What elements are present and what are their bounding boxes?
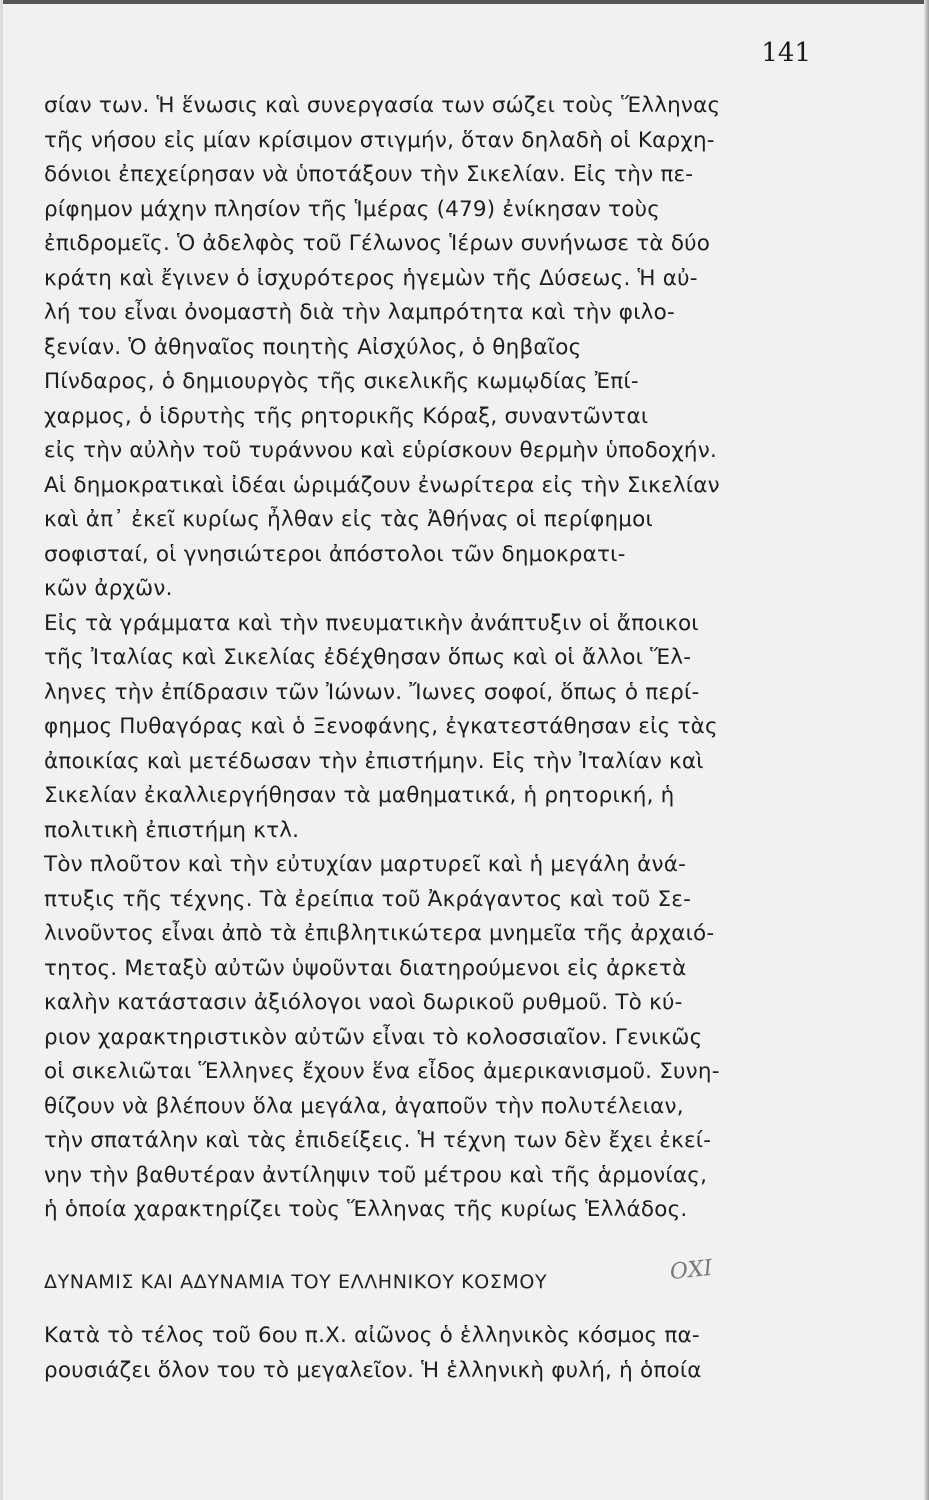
text-line: ρουσιάζει ὅλον του τὸ μεγαλεῖον. Ἡ ἑλληνικὴ φυλή, ἡ ὁποία: [44, 1357, 702, 1383]
handwritten-margin-note: ΟΧΙ: [668, 1255, 714, 1286]
text-line: οἱ σικελιῶται Ἕλληνες ἔχουν ἕνα εἶδος ἀμερικανισμοῦ. Συνη-: [44, 1059, 720, 1084]
text-line: Αἱ δημοκρατικαὶ ἰδέαι ὡριμάζουν ἐνωρίτερα εἰς τὴν Σικελίαν: [44, 472, 720, 498]
text-line: σίαν των. Ἡ ἕνωσις καὶ συνεργασία των σώζει τοὺς Ἕλληνας: [44, 93, 721, 118]
text-line: λή του εἶναι ὀνομαστὴ διὰ τὴν λαμπρότητα καὶ τὴν φιλο-: [44, 300, 675, 325]
text-line: Πίνδαρος, ὁ δημιουργὸς τῆς σικελικῆς κωμῳδίας Ἐπί-: [44, 369, 639, 394]
text-line: Τὸν πλοῦτον καὶ τὴν εὐτυχίαν μαρτυρεῖ καὶ ἡ μεγάλη ἀνά-: [44, 852, 687, 877]
text-line: καλὴν κατάστασιν ἀξιόλογοι ναοὶ δωρικοῦ ρυθμοῦ. Τὸ κύ-: [44, 990, 683, 1015]
page-right-edge: [924, 0, 929, 1500]
text-line: πολιτικὴ ἐπιστήμη κτλ.: [44, 817, 300, 843]
text-line: τῆς Ἰταλίας καὶ Σικελίας ἐδέχθησαν ὅπως καὶ οἱ ἄλλοι Ἕλ-: [44, 645, 692, 670]
text-line: θίζουν νὰ βλέπουν ὅλα μεγάλα, ἀγαποῦν τὴν πολυτέλειαν,: [44, 1093, 684, 1119]
section-body-text: [44, 1319, 804, 1388]
text-line: Εἰς τὰ γράμματα καὶ τὴν πνευματικὴν ἀνάπτυξιν οἱ ἄποικοι: [44, 610, 699, 636]
text-line: ριον χαρακτηριστικὸν αὐτῶν εἶναι τὸ κολοσσιαῖον. Γενικῶς: [44, 1024, 703, 1050]
text-line: καὶ ἀπ᾽ ἐκεῖ κυρίως ἦλθαν εἰς τὰς Ἀθήνας οἱ περίφημοι: [44, 507, 653, 532]
text-line: τῆς νήσου εἰς μίαν κρίσιμον στιγμήν, ὅταν δηλαδὴ οἱ Καρχη-: [44, 127, 715, 153]
text-line: ἡ ὁποία χαρακτηρίζει τοὺς Ἕλληνας τῆς κυρίως Ἑλλάδος.: [44, 1197, 688, 1222]
text-line: χαρμος, ὁ ἱδρυτὴς τῆς ρητορικῆς Κόραξ, συναντῶνται: [44, 403, 649, 429]
text-line: Σικελίαν ἐκαλλιεργήθησαν τὰ μαθηματικά, ἡ ρητορική, ἡ: [44, 783, 675, 808]
text-line: τητος. Μεταξὺ αὐτῶν ὑψοῦνται διατηρούμενοι εἰς ἀρκετὰ: [44, 955, 687, 981]
text-line: ληνες τὴν ἐπίδρασιν τῶν Ἰώνων. Ἴωνες σοφοί, ὅπως ὁ περί-: [44, 679, 700, 705]
text-line: σοφισταί, οἱ γνησιώτεροι ἀπόστολοι τῶν δημοκρατι-: [44, 541, 626, 567]
text-line: τὴν σπατάλην καὶ τὰς ἐπιδείξεις. Ἡ τέχνη των δὲν ἔχει ἐκεί-: [44, 1128, 712, 1153]
text-line: ἐπιδρομεῖς. Ὁ ἀδελφὸς τοῦ Γέλωνος Ἱέρων συνήνωσε τὰ δύο: [44, 231, 711, 256]
body-text: [44, 89, 804, 1228]
text-line: πτυξις τῆς τέχνης. Τὰ ἐρείπια τοῦ Ἀκράγαντος καὶ τοῦ Σε-: [44, 886, 692, 912]
text-line: ἀποικίας καὶ μετέδωσαν τὴν ἐπιστήμην. Εἰς τὴν Ἰταλίαν καὶ: [44, 748, 704, 774]
page-left-edge: [0, 0, 3, 1500]
text-line: κῶν ἀρχῶν.: [44, 576, 173, 601]
text-line: Κατὰ τὸ τέλος τοῦ 6ου π.Χ. αἰῶνος ὁ ἑλληνικὸς κόσμος πα-: [44, 1323, 700, 1348]
text-line: ξενίαν. Ὁ ἀθηναῖος ποιητὴς Αἰσχύλος, ὁ θηβαῖος: [44, 334, 582, 360]
text-line: δόνιοι ἐπεχείρησαν νὰ ὑποτάξουν τὴν Σικελίαν. Εἰς τὴν πε-: [44, 162, 694, 187]
text-line: φημος Πυθαγόρας καὶ ὁ Ξενοφάνης, ἐγκατεστάθησαν εἰς τὰς: [44, 714, 718, 739]
text-line: ρίφημον μάχην πλησίον τῆς Ἱμέρας (479) ἐνίκησαν τοὺς: [44, 196, 661, 222]
text-line: νην τὴν βαθυτέραν ἀντίληψιν τοῦ μέτρου καὶ τῆς ἁρμονίας,: [44, 1162, 708, 1188]
page-number: 141: [761, 38, 811, 68]
text-line: εἰς τὴν αὐλὴν τοῦ τυράννου καὶ εὑρίσκουν θερμὴν ὑποδοχήν.: [44, 438, 717, 463]
text-line: κράτη καὶ ἔγινεν ὁ ἰσχυρότερος ἡγεμὼν τῆς Δύσεως. Ἡ αὐ-: [44, 265, 698, 291]
text-line: λινοῦντος εἶναι ἀπὸ τὰ ἐπιβλητικώτερα μνημεῖα τῆς ἀρχαιό-: [44, 921, 715, 946]
section-heading: ΔΥΝΑΜΙΣ ΚΑΙ ΑΔΥΝΑΜΙΑ ΤΟΥ ΕΛΛΗΝΙΚΟΥ ΚΟΣΜΟΥ: [44, 1271, 548, 1293]
page-top-edge: [0, 0, 929, 4]
